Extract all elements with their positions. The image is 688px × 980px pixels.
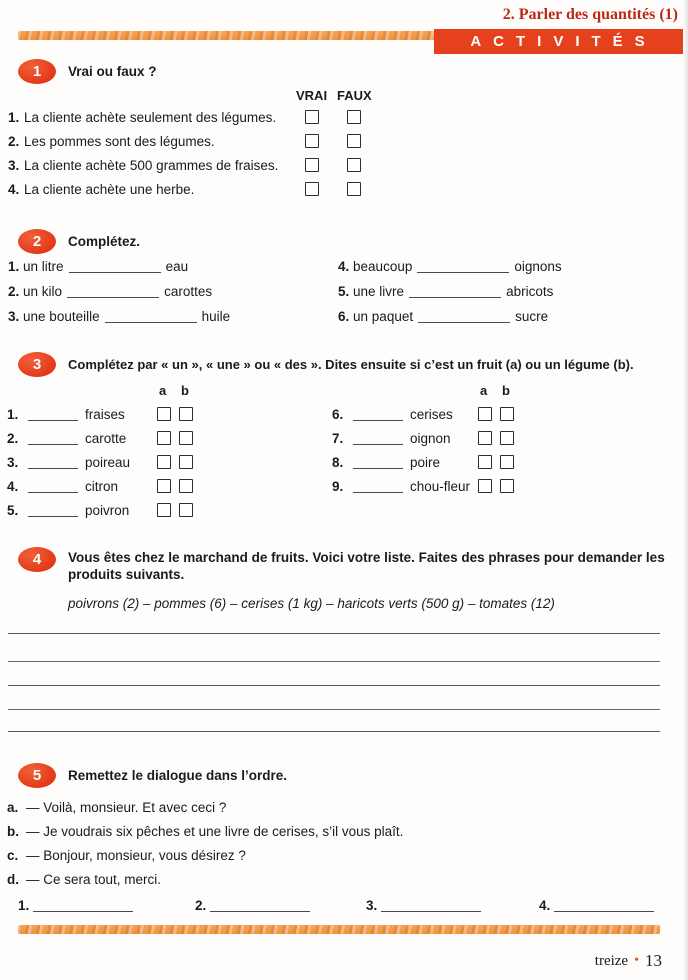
exercise5-badge: 5 [18,763,56,788]
checkbox-vrai[interactable] [305,182,319,196]
fill-blank[interactable] [28,480,78,493]
item-number: 1. [8,110,20,125]
checkbox-a[interactable] [157,503,171,517]
checkbox-b[interactable] [179,431,193,445]
phrase-after: huile [201,309,231,324]
checkbox-b[interactable] [500,407,514,421]
activites-banner: ACTIVITÉS [434,29,683,54]
line-text: — Je voudrais six pêches et une livre de cerises, s’il vous plaît. [26,824,404,839]
exercise1-badge: 1 [18,59,56,84]
exercise2-item [338,283,553,300]
statement-text: La cliente achète une herbe. [24,182,195,197]
exercise2-item [338,258,562,275]
fill-blank[interactable] [28,432,78,445]
exercise2-item [8,308,230,325]
checkbox-faux[interactable] [347,110,361,124]
fill-blank[interactable] [28,408,78,421]
word-label: fraises [85,407,125,422]
word-label: chou-fleur [410,479,471,494]
phrase-before: un litre [23,259,64,274]
chapter-title: 2. Parler des quantités (1) [502,6,678,23]
item-number: 3. [8,158,20,173]
slot-number: 3. [366,898,378,913]
checkbox-a[interactable] [157,407,171,421]
line-letter: d. [7,872,19,887]
fill-blank[interactable] [69,260,161,273]
item-number: 2. [8,134,20,149]
fill-blank[interactable] [418,310,510,323]
item-number: 1. [8,259,20,274]
exercise2-badge: 2 [18,229,56,254]
word-label: poivron [85,503,130,518]
answer-line[interactable] [8,633,660,634]
checkbox-a[interactable] [478,407,492,421]
footer-bullet-icon: • [634,953,639,968]
line-letter: b. [7,824,19,839]
item-number: 3. [8,309,20,324]
exercise1-title: Vrai ou faux ? [68,64,157,79]
page-word: treize [594,952,629,969]
exercise5-title: Remettez le dialogue dans l’ordre. [68,768,288,783]
fill-blank[interactable] [417,260,509,273]
phrase-before: un kilo [23,284,63,299]
checkbox-a[interactable] [157,479,171,493]
faux-column-header: FAUX [337,88,372,103]
phrase-after: oignons [514,259,562,274]
exercise4-title: Vous êtes chez le marchand de fruits. Voici votre liste. Faites des phrases pour demander les produits suivants. [68,550,665,582]
answer-line[interactable] [8,661,660,662]
item-number: 2. [7,431,19,446]
item-number: 9. [332,479,344,494]
fill-blank[interactable] [105,310,197,323]
checkbox-vrai[interactable] [305,110,319,124]
checkbox-a[interactable] [478,431,492,445]
item-number: 8. [332,455,344,470]
word-label: cerises [410,407,453,422]
phrase-after: sucre [515,309,549,324]
exercise2-item [338,308,548,325]
checkbox-vrai[interactable] [305,134,319,148]
item-number: 5. [338,284,350,299]
fill-blank[interactable] [353,432,403,445]
order-blank[interactable] [33,899,133,912]
item-number: 4. [7,479,19,494]
fill-blank[interactable] [28,456,78,469]
item-number: 4. [338,259,350,274]
vrai-column-header: VRAI [296,88,328,103]
word-label: citron [85,479,119,494]
checkbox-b[interactable] [179,455,193,469]
bottom-orange-rule [18,925,660,934]
exercise4-badge: 4 [18,547,56,572]
slot-number: 4. [539,898,551,913]
line-text: — Bonjour, monsieur, vous désirez ? [26,848,246,863]
slot-number: 2. [195,898,207,913]
word-label: poire [410,455,441,470]
item-number: 4. [8,182,20,197]
item-number: 3. [7,455,19,470]
phrase-after: abricots [506,284,554,299]
checkbox-vrai[interactable] [305,158,319,172]
item-number: 6. [338,309,350,324]
word-label: oignon [410,431,451,446]
checkbox-b[interactable] [500,479,514,493]
checkbox-faux[interactable] [347,134,361,148]
item-number: 2. [8,284,20,299]
word-label: carotte [85,431,127,446]
checkbox-b[interactable] [500,455,514,469]
line-letter: c. [7,848,19,863]
checkbox-b[interactable] [179,503,193,517]
exercise2-item [8,283,212,300]
statement-text: La cliente achète 500 grammes de fraises. [24,158,279,173]
column-header-b: b [181,383,189,398]
item-number: 1. [7,407,19,422]
exercise2-title: Complétez. [68,234,141,249]
fill-blank[interactable] [67,285,159,298]
statement-text: La cliente achète seulement des légumes. [24,110,277,125]
shopping-word-list: poivrons (2) – pommes (6) – cerises (1 kg) – haricots verts (500 g) – tomates (12) [68,596,555,611]
phrase-before: une bouteille [23,309,100,324]
exercise3-title: Complétez par « un », « une » ou « des ». Dites ensuite si c’est un fruit (a) ou un légume (b). [68,357,634,372]
phrase-before: beaucoup [353,259,413,274]
phrase-after: eau [165,259,189,274]
phrase-after: carottes [164,284,213,299]
order-blank[interactable] [554,899,654,912]
item-number: 7. [332,431,344,446]
checkbox-a[interactable] [157,431,171,445]
item-number: 5. [7,503,19,518]
page-number: 13 [645,951,662,970]
checkbox-a[interactable] [157,455,171,469]
page-footer [595,951,662,971]
page-scan-edge [683,0,688,980]
line-text: — Ce sera tout, merci. [26,872,162,887]
item-number: 6. [332,407,344,422]
column-header-b: b [502,383,510,398]
top-orange-rule [18,31,438,40]
checkbox-b[interactable] [179,479,193,493]
checkbox-faux[interactable] [347,182,361,196]
phrase-before: une livre [353,284,405,299]
column-header-a: a [159,383,167,398]
line-text: — Voilà, monsieur. Et avec ceci ? [26,800,227,815]
fill-blank[interactable] [353,456,403,469]
answer-line[interactable] [8,731,660,732]
word-label: poireau [85,455,131,470]
answer-line[interactable] [8,685,660,686]
statement-text: Les pommes sont des légumes. [24,134,215,149]
order-blank[interactable] [210,899,310,912]
checkbox-a[interactable] [478,479,492,493]
checkbox-b[interactable] [500,431,514,445]
column-header-a: a [480,383,488,398]
exercise2-item [8,258,188,275]
checkbox-b[interactable] [179,407,193,421]
checkbox-faux[interactable] [347,158,361,172]
fill-blank[interactable] [28,504,78,517]
answer-line[interactable] [8,709,660,710]
order-blank[interactable] [381,899,481,912]
checkbox-a[interactable] [478,455,492,469]
exercise3-badge: 3 [18,352,56,377]
fill-blank[interactable] [353,480,403,493]
fill-blank[interactable] [409,285,501,298]
fill-blank[interactable] [353,408,403,421]
phrase-before: un paquet [353,309,414,324]
line-letter: a. [7,800,19,815]
slot-number: 1. [18,898,30,913]
